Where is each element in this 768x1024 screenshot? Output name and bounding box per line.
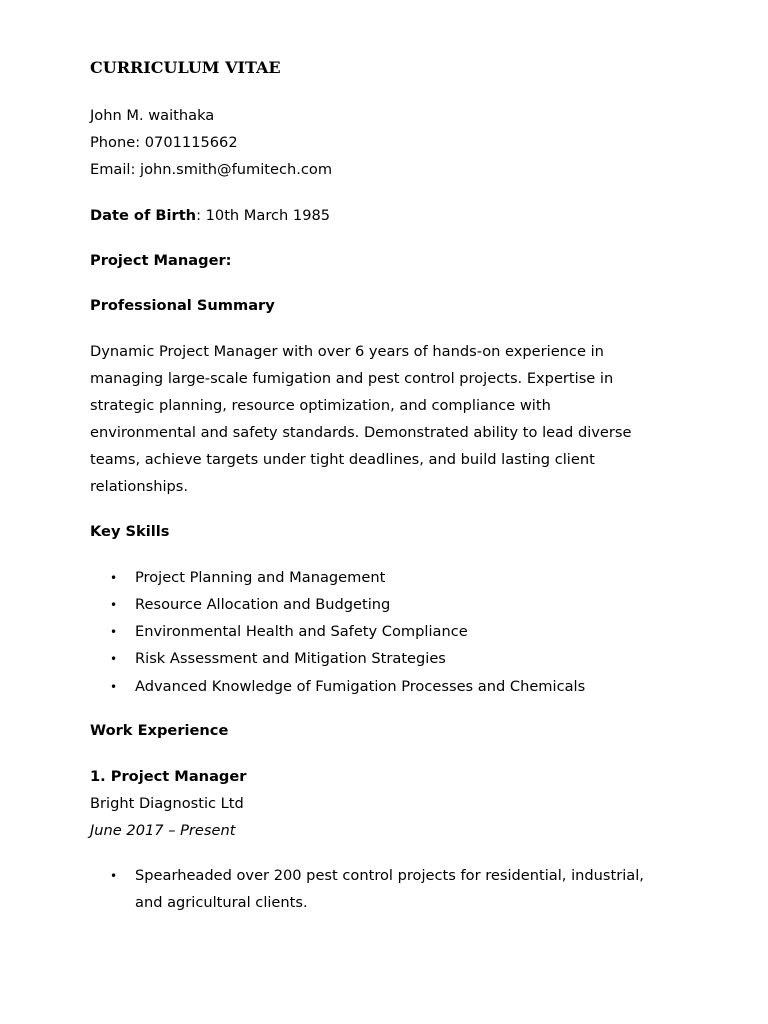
summary-line: relationships. — [90, 478, 189, 495]
skill-text: Environmental Health and Safety Compliance — [135, 623, 468, 640]
skill-item — [110, 677, 585, 697]
phone-value: 0701115662 — [144, 134, 238, 151]
experience-bullet-continuation: and agricultural clients. — [135, 894, 308, 911]
skills-heading: Key Skills — [90, 523, 170, 540]
bullet-icon: • — [110, 652, 118, 666]
dob-value: : 10th March 1985 — [196, 207, 331, 224]
date-of-birth — [90, 206, 330, 226]
bullet-icon: • — [110, 869, 118, 883]
role-heading: Project Manager: — [90, 252, 232, 269]
summary-heading: Professional Summary — [90, 297, 275, 314]
job-dates: June 2017 – Present — [90, 822, 236, 839]
skill-item — [110, 568, 385, 588]
job-company: Bright Diagnostic Ltd — [90, 795, 244, 812]
experience-heading: Work Experience — [90, 722, 229, 739]
skill-text: Risk Assessment and Mitigation Strategies — [135, 650, 446, 667]
summary-line: Dynamic Project Manager with over 6 years of hands-on experience in — [90, 343, 604, 360]
summary-line: managing large-scale fumigation and pest control projects. Expertise in — [90, 370, 614, 387]
bullet-icon: • — [110, 598, 118, 612]
email-label: Email: — [90, 161, 141, 178]
skill-text: Advanced Knowledge of Fumigation Processes and Chemicals — [135, 678, 586, 695]
dob-label: Date of Birth — [90, 207, 197, 224]
contact-name: John M. waithaka — [90, 107, 215, 124]
document-title: CURRICULUM VITAE — [90, 58, 281, 77]
job-title: 1. Project Manager — [90, 768, 247, 785]
contact-email — [90, 160, 332, 180]
skill-text: Project Planning and Management — [135, 569, 386, 586]
experience-bullet-text: Spearheaded over 200 pest control projects for residential, industrial, — [135, 867, 644, 884]
skill-item — [110, 649, 446, 669]
experience-bullet — [110, 866, 644, 886]
bullet-icon: • — [110, 571, 118, 585]
skill-text: Resource Allocation and Budgeting — [135, 596, 391, 613]
summary-line: strategic planning, resource optimization, and compliance with — [90, 397, 551, 414]
phone-label: Phone: — [90, 134, 145, 151]
skill-item — [110, 595, 390, 615]
email-value: john.smith@fumitech.com — [140, 161, 333, 178]
summary-line: environmental and safety standards. Demonstrated ability to lead diverse — [90, 424, 632, 441]
bullet-icon: • — [110, 625, 118, 639]
summary-line: teams, achieve targets under tight deadlines, and build lasting client — [90, 451, 595, 468]
bullet-icon: • — [110, 680, 118, 694]
skill-item — [110, 622, 468, 642]
contact-phone — [90, 133, 238, 153]
